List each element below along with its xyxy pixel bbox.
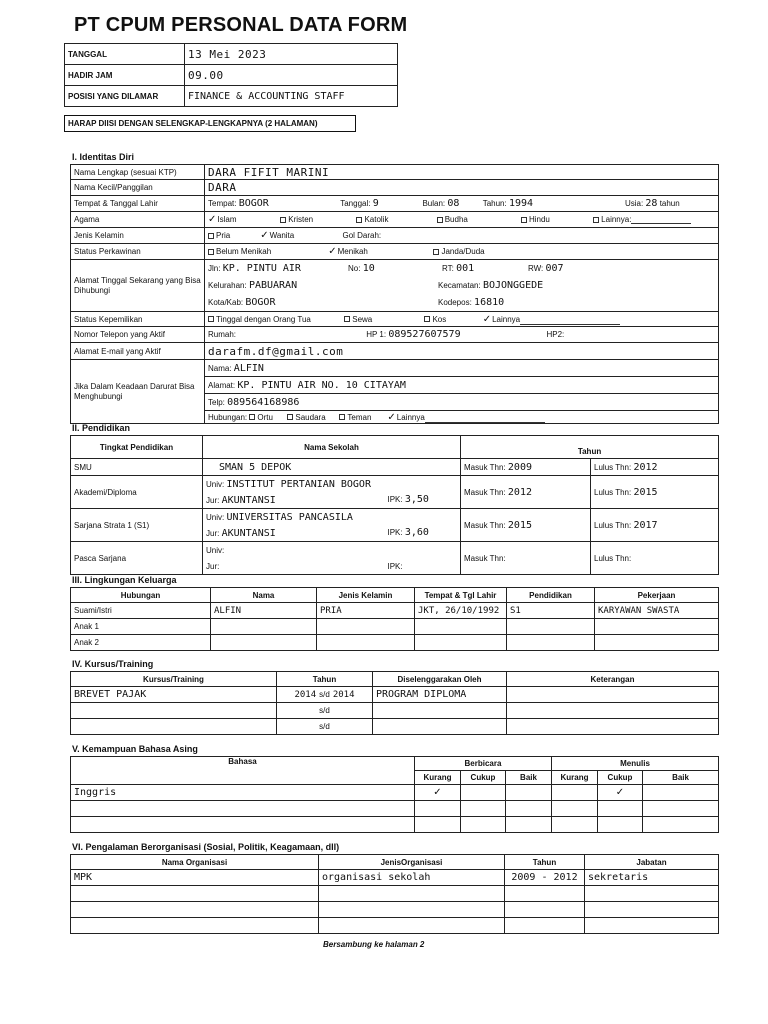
- checkbox-icon: [424, 316, 430, 322]
- pendidikan-row-diploma: [71, 476, 719, 509]
- keluarga-field[interactable]: [211, 619, 317, 635]
- organisasi-field[interactable]: [71, 902, 319, 918]
- bahasa-menulis-cell[interactable]: [643, 785, 719, 801]
- lulus-label: Lulus Thn:: [594, 520, 632, 530]
- pendidikan-row-pasca: [71, 542, 719, 575]
- hubungan-cell: Anak 1: [71, 619, 211, 635]
- hub-option-label: Teman: [347, 412, 372, 422]
- bahasa-berbicara-cell[interactable]: [461, 817, 506, 833]
- sk-option-label: Kos: [432, 314, 447, 324]
- agama-option-label: Katolik: [364, 215, 389, 224]
- bahasa-field[interactable]: Inggris: [71, 785, 415, 801]
- sk-option-label: Tinggal dengan Orang Tua: [216, 314, 311, 324]
- organisasi-field[interactable]: organisasi sekolah: [319, 870, 505, 886]
- univ-label: Univ:: [206, 512, 225, 522]
- checkbox-icon: [437, 217, 443, 223]
- keluarga-field[interactable]: [415, 635, 507, 651]
- keluarga-field[interactable]: JKT, 26/10/1992: [415, 603, 507, 619]
- organisasi-field[interactable]: MPK: [71, 870, 319, 886]
- organisasi-field[interactable]: [585, 886, 719, 902]
- kursus-nama-field[interactable]: [71, 703, 277, 719]
- jur-field[interactable]: AKUNTANSI: [221, 527, 276, 539]
- kursus-ket-field[interactable]: [507, 703, 719, 719]
- univ-label: Univ:: [206, 479, 225, 489]
- hadir-jam-label: HADIR JAM: [65, 65, 185, 86]
- organisasi-table: [70, 854, 719, 934]
- checkbox-icon: [593, 217, 599, 223]
- section-organisasi-title: VI. Pengalaman Berorganisasi (Sosial, Politik, Keagamaan, dll): [72, 842, 340, 852]
- ttl-row: [205, 196, 719, 212]
- section-pendidikan-title: II. Pendidikan: [72, 423, 131, 433]
- checkbox-icon: [280, 217, 286, 223]
- darurat-nama-field[interactable]: ALFIN: [233, 362, 264, 374]
- bahasa-menulis-cell[interactable]: [552, 801, 598, 817]
- checkbox-icon: [208, 233, 214, 239]
- keluarga-row: [71, 603, 719, 619]
- organisasi-field[interactable]: [319, 902, 505, 918]
- jln-label: Jln:: [208, 264, 221, 273]
- org-header-tahun: Tahun: [505, 855, 585, 870]
- header-fields-table: [64, 43, 398, 107]
- keluarga-header: Hubungan: [71, 588, 211, 603]
- no-field[interactable]: 10: [362, 263, 375, 274]
- agama-option-label: Budha: [444, 215, 468, 224]
- bahasa-berbicara-cell[interactable]: [415, 801, 461, 817]
- sk-option-ortu[interactable]: [208, 315, 342, 324]
- usia-field[interactable]: 28: [645, 198, 658, 209]
- jk-option-pria[interactable]: [208, 231, 258, 240]
- jur-label: Jur:: [206, 561, 220, 571]
- status-perkawinan-options: [205, 244, 719, 260]
- keluarga-row: [71, 635, 719, 651]
- keluarga-header: Tempat & Tgl Lahir: [415, 588, 507, 603]
- bahasa-berbicara-cell[interactable]: [415, 817, 461, 833]
- kursus-tahun-cell: [277, 719, 373, 735]
- agama-label: Agama: [71, 212, 205, 228]
- section-keluarga-title: III. Lingkungan Keluarga: [72, 575, 177, 585]
- bahasa-field[interactable]: [71, 801, 415, 817]
- kursus-header-tahun: Tahun: [277, 672, 373, 687]
- kelurahan-field[interactable]: PABUARAN: [248, 280, 298, 291]
- agama-option-lainnya[interactable]: [593, 215, 691, 224]
- univ-field[interactable]: INSTITUT PERTANIAN BOGOR: [226, 478, 371, 490]
- hp2-label: HP2:: [546, 330, 565, 339]
- pendidikan-header-tahun: Tahun: [461, 436, 719, 459]
- kursus-row: [71, 703, 719, 719]
- kursus-row: [71, 687, 719, 703]
- pendidikan-header-tingkat: Tingkat Pendidikan: [71, 436, 203, 459]
- hp1-label: HP 1:: [366, 330, 387, 339]
- lainnya-line: [520, 317, 620, 325]
- lulus-field[interactable]: 2017: [633, 519, 658, 531]
- check-icon: ✓: [328, 246, 337, 257]
- hub-option-label: Ortu: [257, 412, 273, 422]
- section-identitas-title: I. Identitas Diri: [72, 152, 135, 162]
- hub-option-lainnya[interactable]: [387, 412, 544, 423]
- tingkat-cell: Sarjana Strata 1 (S1): [71, 509, 203, 542]
- sk-option-label: Sewa: [352, 314, 373, 324]
- sk-option-kos[interactable]: [424, 315, 480, 324]
- agama-option-kristen[interactable]: [280, 215, 354, 224]
- bulan-label: Bulan:: [422, 199, 446, 208]
- rt-label: RT:: [442, 264, 454, 273]
- nama-lengkap-field[interactable]: DARA FIFIT MARINI: [205, 165, 719, 180]
- organisasi-field[interactable]: sekretaris: [585, 870, 719, 886]
- sd-label: s/d: [319, 689, 330, 699]
- agama-option-islam[interactable]: [208, 214, 278, 225]
- footer-continued: Bersambung ke halaman 2: [323, 940, 425, 949]
- bahasa-menulis-cell[interactable]: [643, 801, 719, 817]
- kursus-oleh-field[interactable]: PROGRAM DIPLOMA: [373, 687, 507, 703]
- agama-option-hindu[interactable]: [521, 215, 591, 224]
- rt-field[interactable]: 001: [456, 263, 475, 274]
- bahasa-menulis-cell[interactable]: [552, 785, 598, 801]
- darurat-alamat-field[interactable]: KP. PINTU AIR NO. 10 CITAYAM: [237, 379, 406, 391]
- checkbox-icon: [344, 316, 350, 322]
- bulan-field[interactable]: 08: [447, 198, 460, 209]
- univ-label: Univ:: [206, 545, 225, 555]
- header-row-posisi: [65, 86, 398, 107]
- bahasa-berbicara-cell[interactable]: [506, 801, 552, 817]
- tanggal-lahir-label: Tanggal:: [340, 199, 371, 208]
- masuk-field[interactable]: 2012: [507, 486, 532, 498]
- bahasa-berbicara-cell[interactable]: [461, 801, 506, 817]
- darurat-label: Jika Dalam Keadaan Darurat Bisa Menghubungi: [71, 360, 205, 424]
- instruction-box: HARAP DIISI DENGAN SELENGKAP-LENGKAPNYA (2 HALAMAN): [64, 115, 356, 132]
- bahasa-berbicara-cell[interactable]: [461, 785, 506, 801]
- sk-option-label: Lainnya: [492, 314, 521, 324]
- hub-option-label: Saudara: [295, 412, 326, 422]
- kursus-table: [70, 671, 719, 735]
- organisasi-field[interactable]: 2009 - 2012: [505, 870, 585, 886]
- status-kepemilikan-label: Status Kepemilikan: [71, 312, 205, 327]
- lulus-field[interactable]: 2015: [633, 486, 658, 498]
- check-icon: ✓: [433, 787, 442, 798]
- nama-kecil-label: Nama Kecil/Panggilan: [71, 180, 205, 196]
- hadir-jam-field[interactable]: 09.00: [185, 65, 398, 86]
- sp-option-janda[interactable]: [433, 247, 484, 256]
- sekolah-field[interactable]: SMAN 5 DEPOK: [203, 459, 461, 476]
- checkbox-icon: [208, 249, 214, 255]
- keluarga-field[interactable]: [317, 635, 415, 651]
- bahasa-menulis-cell[interactable]: [552, 817, 598, 833]
- keluarga-field[interactable]: ALFIN: [211, 603, 317, 619]
- agama-option-katolik[interactable]: [356, 215, 434, 224]
- tanggal-lahir-field[interactable]: 9: [372, 198, 379, 209]
- bahasa-level-header: Kurang: [552, 771, 598, 785]
- ipk-field[interactable]: 3,50: [404, 494, 429, 505]
- agama-option-label: Kristen: [288, 215, 314, 224]
- lulus-label: Lulus Thn:: [594, 553, 632, 563]
- kursus-ket-field[interactable]: [507, 687, 719, 703]
- darurat-telp-field[interactable]: 089564168986: [227, 396, 300, 408]
- kota-field[interactable]: BOGOR: [245, 297, 276, 308]
- agama-option-budha[interactable]: [437, 215, 519, 224]
- darurat-nama-label: Nama:: [208, 363, 232, 373]
- keluarga-field[interactable]: [595, 619, 719, 635]
- usia-label: Usia:: [624, 199, 644, 208]
- organisasi-row: [71, 870, 719, 886]
- lulus-label: Lulus Thn:: [594, 462, 632, 472]
- pendidikan-row-s1: [71, 509, 719, 542]
- email-field[interactable]: darafm.df@gmail.com: [205, 343, 719, 360]
- rw-field[interactable]: 007: [545, 263, 564, 274]
- jur-field[interactable]: AKUNTANSI: [221, 494, 276, 506]
- organisasi-field[interactable]: [319, 918, 505, 934]
- keluarga-header: Pekerjaan: [595, 588, 719, 603]
- bahasa-berbicara-cell[interactable]: [506, 817, 552, 833]
- keluarga-field[interactable]: PRIA: [317, 603, 415, 619]
- bahasa-header-menulis: Menulis: [552, 757, 719, 771]
- bahasa-level-header: Kurang: [415, 771, 461, 785]
- bahasa-menulis-cell[interactable]: [598, 817, 643, 833]
- hubungan-cell: Suami/Istri: [71, 603, 211, 619]
- header-row-hadir-jam: [65, 65, 398, 86]
- kodepos-label: Kodepos:: [438, 298, 472, 307]
- telepon-label: Nomor Telepon yang Aktif: [71, 327, 205, 343]
- pendidikan-header-sekolah: Nama Sekolah: [203, 436, 461, 459]
- kursus-row: [71, 719, 719, 735]
- nama-lengkap-label: Nama Lengkap (sesuai KTP): [71, 165, 205, 180]
- status-perkawinan-label: Status Perkawinan: [71, 244, 205, 260]
- masuk-field[interactable]: 2015: [507, 519, 532, 531]
- tempat-label: Tempat:: [208, 199, 237, 208]
- telepon-row: [205, 327, 719, 343]
- keluarga-field[interactable]: [507, 635, 595, 651]
- sp-option-label: Menikah: [337, 247, 368, 256]
- masuk-label: Masuk Thn:: [464, 487, 506, 497]
- masuk-label: Masuk Thn:: [464, 462, 506, 472]
- gol-darah-label: Gol Darah:: [342, 231, 382, 240]
- sd-label: s/d: [319, 705, 330, 715]
- keluarga-header: Pendidikan: [507, 588, 595, 603]
- darurat-block: [205, 360, 719, 424]
- section-bahasa-title: V. Kemampuan Bahasa Asing: [72, 744, 198, 754]
- jk-option-label: Pria: [216, 231, 231, 240]
- kota-label: Kota/Kab:: [208, 298, 244, 307]
- tahun-field[interactable]: 1994: [508, 198, 534, 209]
- lulus-label: Lulus Thn:: [594, 487, 632, 497]
- keluarga-header: Nama: [211, 588, 317, 603]
- masuk-label: Masuk Thn:: [464, 553, 506, 563]
- organisasi-field[interactable]: [505, 886, 585, 902]
- check-icon: ✓: [260, 230, 269, 241]
- kecamatan-field[interactable]: BOJONGGEDE: [482, 280, 544, 291]
- checkbox-icon: [249, 414, 255, 420]
- kursus-nama-field[interactable]: BREVET PAJAK: [71, 687, 277, 703]
- univ-field[interactable]: UNIVERSITAS PANCASILA: [226, 511, 353, 523]
- bahasa-row: [71, 785, 719, 801]
- ipk-field[interactable]: 3,60: [404, 527, 429, 538]
- sd-label: s/d: [319, 721, 330, 731]
- kursus-dari-field[interactable]: 2014: [294, 689, 317, 700]
- sk-option-sewa[interactable]: [344, 315, 422, 324]
- check-icon: ✓: [208, 214, 217, 225]
- bahasa-level-header: Baik: [506, 771, 552, 785]
- alamat-label: Alamat Tinggal Sekarang yang Bisa Dihubungi: [71, 260, 205, 312]
- no-label: No:: [348, 264, 361, 273]
- bahasa-row: [71, 817, 719, 833]
- tahun-label: Tahun:: [482, 199, 507, 208]
- tingkat-cell: Pasca Sarjana: [71, 542, 203, 575]
- keluarga-table: [70, 587, 719, 651]
- kursus-oleh-field[interactable]: [373, 719, 507, 735]
- hub-option-ortu[interactable]: [249, 413, 287, 422]
- keluarga-row: [71, 619, 719, 635]
- kodepos-field[interactable]: 16810: [474, 297, 505, 308]
- checkbox-icon: [433, 249, 439, 255]
- darurat-alamat-label: Alamat:: [208, 380, 236, 390]
- sk-option-lainnya[interactable]: [483, 314, 620, 325]
- kursus-header-oleh: Diselenggarakan Oleh: [373, 672, 507, 687]
- organisasi-field[interactable]: [505, 902, 585, 918]
- sp-option-menikah[interactable]: [328, 246, 431, 257]
- form-title: PT CPUM PERSONAL DATA FORM: [74, 14, 408, 36]
- check-icon: ✓: [387, 411, 396, 423]
- kursus-tahun-cell: [277, 703, 373, 719]
- organisasi-field[interactable]: [585, 918, 719, 934]
- kursus-nama-field[interactable]: [71, 719, 277, 735]
- masuk-label: Masuk Thn:: [464, 520, 506, 530]
- kursus-header-ket: Keterangan: [507, 672, 719, 687]
- rw-label: RW:: [528, 264, 544, 273]
- checkbox-icon: [521, 217, 527, 223]
- checkbox-icon: [339, 414, 345, 420]
- usia-unit: tahun: [659, 199, 680, 208]
- kursus-header-nama: Kursus/Training: [71, 672, 277, 687]
- alamat-block: [205, 260, 719, 312]
- bahasa-berbicara-cell[interactable]: [506, 785, 552, 801]
- ipk-label: IPK:: [387, 528, 403, 537]
- bahasa-level-header: Cukup: [598, 771, 643, 785]
- jenis-kelamin-label: Jenis Kelamin: [71, 228, 205, 244]
- sp-option-belum[interactable]: [208, 247, 326, 256]
- organisasi-field[interactable]: [319, 886, 505, 902]
- email-label: Alamat E-mail yang Aktif: [71, 343, 205, 360]
- sp-option-label: Belum Menikah: [216, 247, 272, 256]
- keluarga-field[interactable]: [211, 635, 317, 651]
- organisasi-field[interactable]: [71, 886, 319, 902]
- check-icon: ✓: [615, 787, 625, 798]
- kursus-tahun-cell: [277, 687, 373, 703]
- keluarga-header: Jenis Kelamin: [317, 588, 415, 603]
- identitas-table: [70, 164, 719, 424]
- checkbox-icon: [287, 414, 293, 420]
- ipk-label: IPK:: [387, 495, 403, 504]
- check-icon: ✓: [482, 313, 492, 325]
- hub-option-label: Lainnya: [396, 412, 425, 422]
- tingkat-cell: SMU: [71, 459, 203, 476]
- jenis-kelamin-options: [205, 228, 719, 244]
- organisasi-row: [71, 886, 719, 902]
- posisi-label: POSISI YANG DILAMAR: [65, 86, 185, 107]
- kelurahan-label: Kelurahan:: [208, 281, 247, 290]
- posisi-field[interactable]: FINANCE & ACCOUNTING STAFF: [185, 86, 398, 107]
- lainnya-line: [631, 216, 691, 224]
- hub-option-saudara[interactable]: [287, 413, 339, 422]
- checkbox-icon: [208, 316, 214, 322]
- kursus-oleh-field[interactable]: [373, 703, 507, 719]
- pendidikan-row-smu: [71, 459, 719, 476]
- tingkat-cell: Akademi/Diploma: [71, 476, 203, 509]
- tempat-field[interactable]: BOGOR: [238, 198, 269, 209]
- bahasa-menulis-cell[interactable]: [643, 817, 719, 833]
- ipk-label: IPK:: [387, 562, 403, 571]
- keluarga-field[interactable]: [415, 619, 507, 635]
- bahasa-level-header: Cukup: [461, 771, 506, 785]
- hub-option-teman[interactable]: [339, 413, 387, 422]
- section-kursus-title: IV. Kursus/Training: [72, 659, 154, 669]
- tanggal-label: TANGGAL: [65, 44, 185, 65]
- agama-option-label: Hindu: [528, 215, 550, 224]
- tanggal-field[interactable]: 13 Mei 2023: [185, 44, 398, 65]
- keluarga-field[interactable]: S1: [507, 603, 595, 619]
- bahasa-menulis-cell[interactable]: [598, 801, 643, 817]
- header-row-tanggal: [65, 44, 398, 65]
- kursus-ket-field[interactable]: [507, 719, 719, 735]
- organisasi-row: [71, 918, 719, 934]
- hp1-field[interactable]: 089527607579: [388, 329, 461, 340]
- rumah-label: Rumah:: [208, 330, 237, 339]
- organisasi-field[interactable]: [505, 918, 585, 934]
- jur-label: Jur:: [206, 495, 220, 505]
- jk-option-label: Wanita: [269, 231, 295, 240]
- organisasi-field[interactable]: [585, 902, 719, 918]
- org-header-jenis: JenisOrganisasi: [319, 855, 505, 870]
- nama-kecil-field[interactable]: DARA: [205, 180, 719, 196]
- keluarga-field[interactable]: [317, 619, 415, 635]
- hubungan-cell: Anak 2: [71, 635, 211, 651]
- jur-label: Jur:: [206, 528, 220, 538]
- jln-field[interactable]: KP. PINTU AIR: [222, 263, 301, 274]
- kursus-sampai-field[interactable]: 2014: [332, 689, 355, 700]
- kecamatan-label: Kecamatan:: [438, 281, 481, 290]
- bahasa-berbicara-cell[interactable]: [415, 785, 461, 801]
- org-header-jabatan: Jabatan: [585, 855, 719, 870]
- hubungan-label: Hubungan:: [208, 412, 248, 422]
- status-kepemilikan-options: [205, 312, 719, 327]
- keluarga-field[interactable]: KARYAWAN SWASTA: [595, 603, 719, 619]
- bahasa-level-header: Baik: [643, 771, 719, 785]
- agama-option-label: Islam: [217, 215, 237, 224]
- agama-options: [205, 212, 719, 228]
- lainnya-line: [425, 415, 545, 423]
- masuk-field[interactable]: 2009: [507, 461, 532, 473]
- bahasa-header-bahasa: Bahasa: [71, 757, 415, 785]
- keluarga-field[interactable]: [595, 635, 719, 651]
- bahasa-menulis-cell[interactable]: [598, 785, 643, 801]
- checkbox-icon: [356, 217, 362, 223]
- bahasa-field[interactable]: [71, 817, 415, 833]
- lulus-field[interactable]: 2012: [633, 461, 658, 473]
- organisasi-field[interactable]: [71, 918, 319, 934]
- sp-option-label: Janda/Duda: [441, 247, 485, 256]
- bahasa-header-berbicara: Berbicara: [415, 757, 552, 771]
- org-header-nama: Nama Organisasi: [71, 855, 319, 870]
- darurat-telp-label: Telp:: [208, 397, 225, 407]
- jk-option-wanita[interactable]: [260, 230, 340, 241]
- keluarga-field[interactable]: [507, 619, 595, 635]
- bahasa-table: [70, 756, 719, 833]
- pendidikan-table: [70, 435, 719, 575]
- bahasa-row: [71, 801, 719, 817]
- organisasi-row: [71, 902, 719, 918]
- agama-option-label: Lainnya:: [601, 215, 632, 224]
- ttl-label: Tempat & Tanggal Lahir: [71, 196, 205, 212]
